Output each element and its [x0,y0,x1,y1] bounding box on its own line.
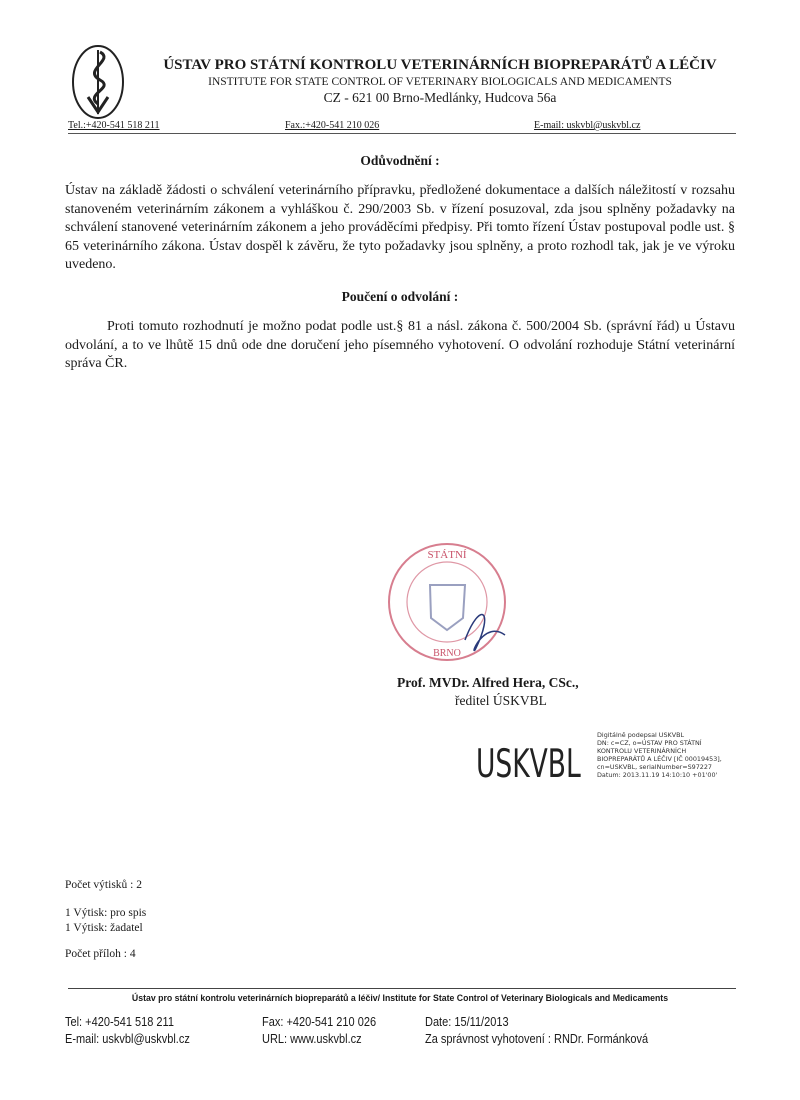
dsig-line: Datum: 2013.11.19 14:10:10 +01'00' [597,771,718,779]
footer-url: URL: www.uskvbl.cz [262,1032,362,1046]
footer-email: E-mail: uskvbl@uskvbl.cz [65,1032,190,1046]
header-tel: Tel.:+420-541 518 211 [68,120,160,131]
copy-1: 1 Výtisk: pro spis [65,907,147,919]
justification-text: Ústav na základě žádosti o schválení veterinárního přípravku, předložené dokumentace a dalších náležitostí v rozsahu stanoveném veterinárním zákonem a vyhláškou č. 290/2003 Sb. v řízení posuzoval, zda jsou splněny požadavky na schválení stanovené veterinárním zákonem a jeho prováděcími předpisy. Při tomto řízení Ústav postupoval podle ust. § 65 veterinárního zákona. Ústav dospěl k závěru, že tyto požadavky jsou splněny, a proto rozhodl tak, jak je ve výroku uvedeno. [65,183,735,273]
official-stamp [385,540,510,665]
justification-heading: Odůvodnění : [360,153,440,168]
svg-text:BRNO: BRNO [433,648,461,659]
footer-date: Date: 15/11/2013 [425,1015,509,1029]
signatory-role: ředitel ÚSKVBL [455,693,547,708]
footer-fax: Fax: +420-541 210 026 [262,1015,377,1029]
institute-address: CZ - 621 00 Brno-Medlánky, Hudcova 56a [323,90,557,105]
svg-text:STÁTNÍ: STÁTNÍ [427,549,467,561]
footer-tel: Tel: +420-541 518 211 [65,1015,174,1029]
digital-signature-details [597,731,747,779]
copies-count: Počet výtisků : 2 [65,879,142,891]
dsig-line: KONTROLU VETERINÁRNÍCH [597,747,687,755]
institute-logo-icon [70,42,130,122]
dsig-line: BIOPREPARÁTŮ A LÉČIV [IČ 00019453], [597,755,722,763]
dsig-line: cn=USKVBL, serialNumber=S97227 [597,763,712,771]
header-email: E-mail: uskvbl@uskvbl.cz [534,120,641,131]
appeal-text: Proti tomuto rozhodnutí je možno podat podle ust.§ 81 a násl. zákona č. 500/2004 Sb. (správní řád) u Ústavu odvolání, a to ve lhůtě 15 dnů ode dne doručení jeho písemného vyhotovení. O odvolání rozhoduje Státní veterinární správa ČR. [65,319,735,372]
signatory-name: Prof. MVDr. Alfred Hera, CSc., [397,675,579,690]
header-fax: Fax.:+420-541 210 026 [285,120,380,131]
attachments-count: Počet příloh : 4 [65,948,136,960]
header-divider [68,133,736,134]
footer-divider [68,988,736,989]
appeal-heading: Poučení o odvolání : [341,289,459,304]
footer-institute: Ústav pro státní kontrolu veterinárních biopreparátů a léčiv/ Institute for State Control of Veterinary Biologicals and Medicaments [131,993,669,1004]
institute-title-cz: ÚSTAV PRO STÁTNÍ KONTROLU VETERINÁRNÍCH BIOPREPARÁTŮ A LÉČIV [163,57,717,73]
copy-2: 1 Výtisk: žadatel [65,922,143,934]
footer-correctness: Za správnost vyhotovení : RNDr. Formánková [425,1032,649,1046]
digital-signature-label: USKVBL [476,742,581,787]
dsig-line: Digitálně podepsal USKVBL [597,731,685,739]
dsig-line: DN: c=CZ, o=ÚSTAV PRO STÁTNÍ [597,739,702,747]
institute-title-en: INSTITUTE FOR STATE CONTROL OF VETERINARY BIOLOGICALS AND MEDICAMENTS [208,76,672,88]
